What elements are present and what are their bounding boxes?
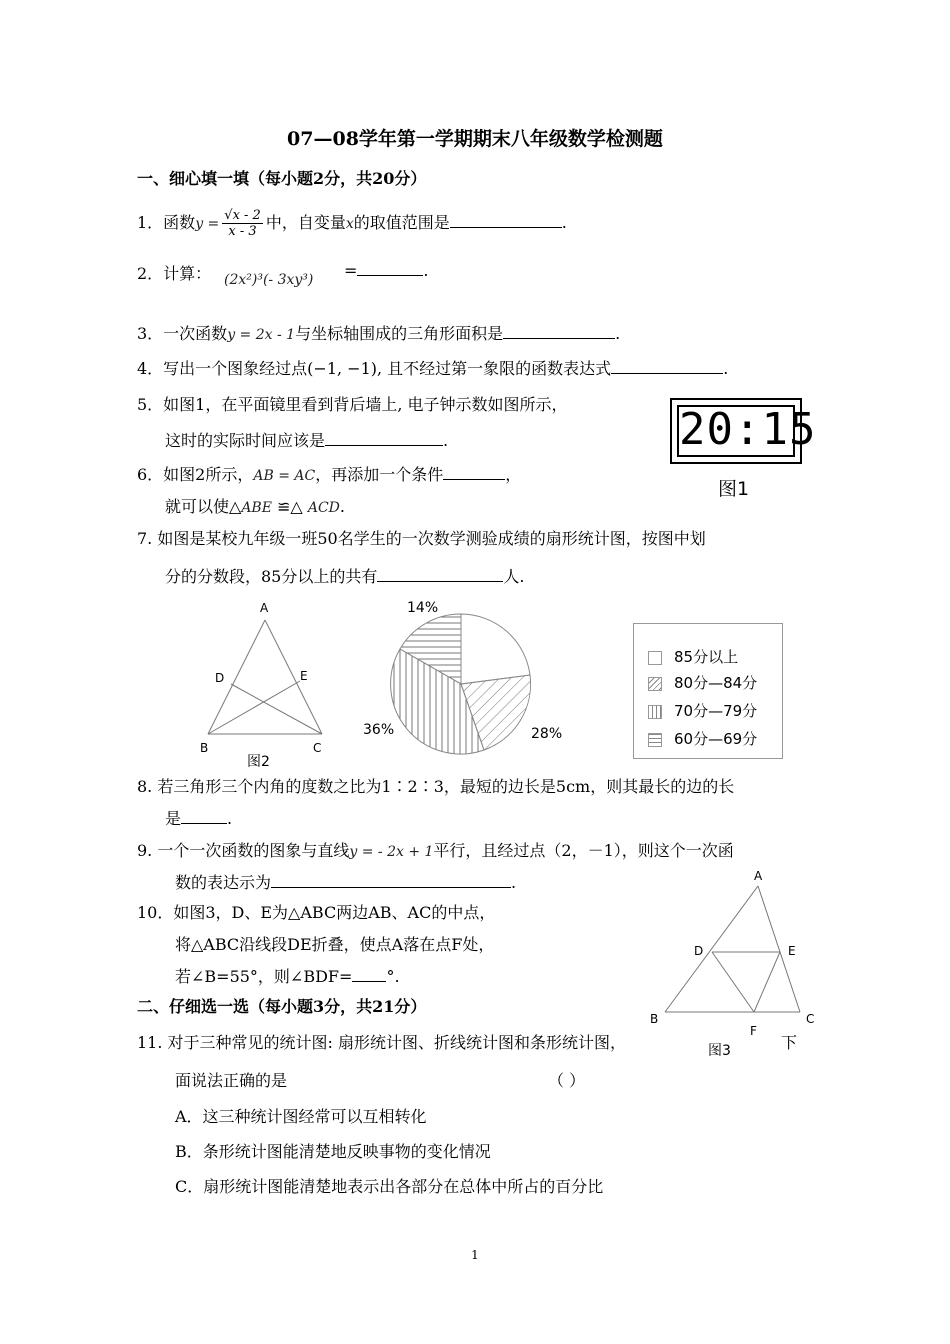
legend-item: 70分—79分 (648, 700, 757, 721)
triangle-figure-2 (195, 596, 335, 776)
segment-ef (754, 952, 780, 1012)
pie-chart (355, 596, 585, 756)
question-11-line2: 面说法正确的是 (175, 1071, 288, 1090)
edge-ab (665, 886, 758, 1012)
question-8-line2: 是 . (165, 809, 233, 828)
legend-item: 85分以上 (648, 646, 738, 667)
question-11-tail: 下 (781, 1033, 798, 1052)
question-10-line2: 将△ABC沿线段DE折叠，使点A落在点F处， (175, 935, 495, 954)
q2-expression: (2x²)³(- 3xy³) (224, 272, 314, 288)
page-number: 1 (471, 1248, 479, 1262)
figure-3-caption: 图3 (708, 1043, 731, 1059)
label-a: A (754, 869, 763, 883)
question-8: 8. 若三角形三个内角的度数之比为1∶2∶3，最短的边长是5cm，则其最长的边的长 (137, 777, 735, 796)
label-d: D (694, 944, 704, 958)
answer-blank[interactable] (611, 359, 723, 374)
answer-blank[interactable] (450, 213, 562, 228)
answer-blank[interactable] (357, 261, 423, 276)
clock-digits: 20:15 (679, 404, 817, 455)
legend-item: 60分—69分 (648, 728, 757, 749)
question-5: 5．如图1，在平面镜里看到背后墙上, 电子钟示数如图所示， (137, 395, 568, 414)
option-b: B．条形统计图能清楚地反映事物的变化情况 (175, 1142, 491, 1161)
answer-blank[interactable] (325, 431, 443, 446)
edge-ac (265, 620, 322, 734)
legend-item: 80分—84分 (648, 672, 757, 693)
answer-blank[interactable] (181, 809, 227, 824)
fraction: $\frac{√x - 2}{x - 3}$ (224, 208, 261, 239)
label-b: B (650, 1012, 659, 1026)
question-7: 7. 如图是某校九年级一班50名学生的一次数学测验成绩的扇形统计图，按图中划 (137, 529, 706, 548)
option-c: C．扇形统计图能清楚地表示出各部分在总体中所占的百分比 (175, 1177, 604, 1196)
option-a: A．这三种统计图经常可以互相转化 (175, 1107, 427, 1126)
pie-label-28: 28% (531, 726, 563, 742)
label-c: C (806, 1012, 815, 1026)
pie-legend (633, 623, 783, 759)
segment-cd (231, 684, 322, 734)
label-e: E (788, 944, 796, 958)
pie-label-14: 14% (407, 600, 439, 616)
answer-blank[interactable] (352, 967, 386, 982)
question-9: 9. 一个一次函数的图象与直线y = - 2x + 1平行，且经过点（2，－1），则这个一次函 (137, 841, 734, 860)
question-6-line2: 就可以使△ABE ≌△ ACD. (165, 497, 345, 516)
figure-1-caption: 图1 (718, 478, 750, 500)
answer-paren[interactable]: （ ） (548, 1071, 586, 1090)
question-4: 4．写出一个图象经过点(−1, −1), 且不经过第一象限的函数表达式 . (137, 359, 729, 378)
digital-clock-figure (670, 398, 817, 464)
question-6: 6．如图2所示，AB = AC，再添加一个条件 ， (137, 465, 522, 484)
figure-2-caption: 图2 (247, 754, 270, 770)
section-heading-2: 二、仔细选一选（每小题3分，共21分） (137, 997, 427, 1016)
question-7-line2: 分的分数段，85分以上的共有 人. (165, 567, 525, 586)
answer-blank[interactable] (271, 873, 511, 888)
question-2: 2．计算： (137, 264, 212, 283)
label-e: E (300, 669, 308, 683)
label-c: C (313, 741, 322, 755)
answer-blank[interactable] (443, 465, 505, 480)
pie-label-36: 36% (363, 722, 395, 738)
question-9-line2: 数的表达示为 . (175, 873, 517, 892)
label-f: F (750, 1024, 757, 1038)
label-d: D (215, 671, 225, 685)
legend-swatch-diagonal (648, 677, 662, 691)
legend-swatch-blank (648, 651, 662, 665)
question-5-line2: 这时的实际时间应该是 . (165, 431, 449, 450)
section-heading-1: 一、细心填一填（每小题2分，共20分） (137, 169, 427, 188)
segment-df (712, 952, 754, 1012)
triangle-figure-3 (640, 866, 830, 1061)
question-1: 1．函数y = $\frac{√x - 2}{x - 3}$ 中，自变量x的取值范围是 . (137, 208, 567, 239)
question-11: 11. 对于三种常见的统计图: 扇形统计图、折线统计图和条形统计图， (137, 1033, 627, 1052)
label-b: B (200, 741, 209, 755)
q2-answer: = . (344, 261, 429, 280)
answer-blank[interactable] (377, 567, 503, 582)
legend-swatch-horizontal (648, 733, 662, 747)
question-3: 3．一次函数y = 2x - 1与坐标轴围成的三角形面积是 . (137, 324, 621, 343)
label-a: A (260, 601, 269, 615)
slice-85-above (461, 614, 530, 684)
question-10: 10．如图3，D、E为△ABC两边AB、AC的中点， (137, 903, 496, 922)
answer-blank[interactable] (503, 324, 615, 339)
page-title: 07—08学年第一学期期末八年级数学检测题 (287, 128, 663, 150)
question-10-line3: 若∠B=55°，则∠BDF= °. (175, 967, 400, 986)
legend-swatch-vertical (648, 705, 662, 719)
